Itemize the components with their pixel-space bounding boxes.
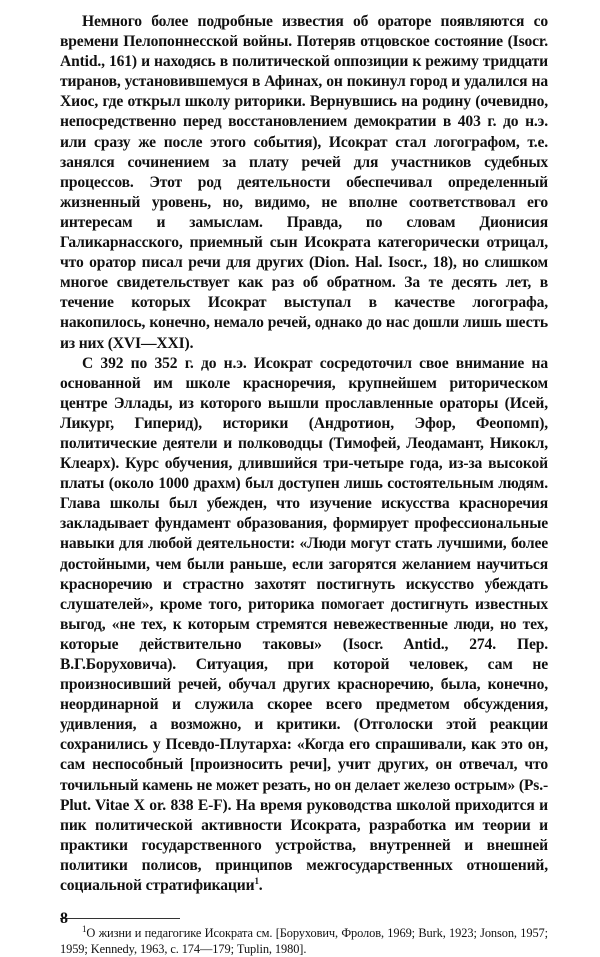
footnote-text: О жизни и педагогике Исократа см. [Борухович, Фролов, 1969; Burk, 1923; Jonson, 1957; 1959; Kennedy, 1963, с. 174—179; Tuplin, 1980]. [60,926,548,957]
footnote-mark: 1 [82,924,87,934]
paragraph-text: С 392 по 352 г. до н.э. Исократ сосредоточил свое внимание на основанной им школе красноречия, крупнейшем риторическом центре Эллады, из которого вышли прославленные ораторы (Исей, Ликург, Гиперид), историки (Андротион, Эфор, Феопомп), политические деятели и полководцы (Тимофей, Леодамант, Никокл, Клеарх). Курс обучения, длившийся три-четыре года, из-за высокой платы (около 1000 драхм) был доступен лишь состоятельным людям. Глава школы был убежден, что изучение искусства красноречия закладывает фундамент образования, формирует профессиональные навыки для любой деятельности: «Люди могут стать лучшими, более достойными, чем были раньше, если загорятся желанием научиться красноречию и страстно захотят постигнуть искусство убеждать слушателей», кроме того, риторика помогает достигнуть известных выгод, «не тех, к которым стремятся невежественные люди, но тех, которые действительно таковы» (Isocr. Antid., 274. Пер. В.Г.Боруховича). Ситуация, при которой человек, сам не произносивший речей, обучал других красноречию, была, конечно, неординарной и служила скорее всего предметом обсуждения, удивления, а возможно, и критики. (Отголоски этой реакции сохранились у Псевдо-Плутарха: «Когда его спрашивали, как это он, сам неспособный [произносить речи], учит других, он отвечал, что точильный камень не может резать, но он делает железо острым» (Ps.-Plut. Vitae X or. 838 E-F). На время руководства школой приходится и пик политической активности Исократа, разработка им теории и практики государственного устройства, внутренней и внешней политики полисов, принципов межгосударственных отношений, социальной стратификации [60,354,548,895]
paragraph-end: . [258,877,263,895]
footnote [60,925,548,957]
footnote-divider [60,918,180,919]
body-text [60,12,548,896]
page [60,12,548,957]
paragraph [60,354,548,897]
paragraph: Немного более подробные известия об ораторе появляются со времени Пелопоннесской войны. Потеряв отцовское состояние (Isocr. Antid., 161) и находясь в политической оппозиции к режиму тридцати тиранов, установившемуся в Афинах, он покинул город и удалился на Хиос, где открыл школу риторики. Вернувшись на родину (очевидно, непосредственно перед восстановлением демократии в 403 г. до н.э. или сразу же после этого события), Исократ стал логографом, т.е. занялся сочинением за плату речей для участников судебных процессов. Этот род деятельности обеспечивал определенный жизненный уровень, но, видимо, не вполне соответствовал его интересам и замыслам. Правда, по словам Дионисия Галикарнасского, приемный сын Исократа категорически отрицал, что оратор писал речи для других (Dion. Hal. Isocr., 18), но слишком многое свидетельствует как раз об обратном. За те десять лет, в течение которых Исократ выступал в качестве логографа, накопилось, конечно, немало речей, однако до нас дошли лишь шесть из них (XVI—XXI). [60,13,548,352]
footnote-reference[interactable]: 1 [254,875,259,886]
page-number: 8 [60,910,68,927]
